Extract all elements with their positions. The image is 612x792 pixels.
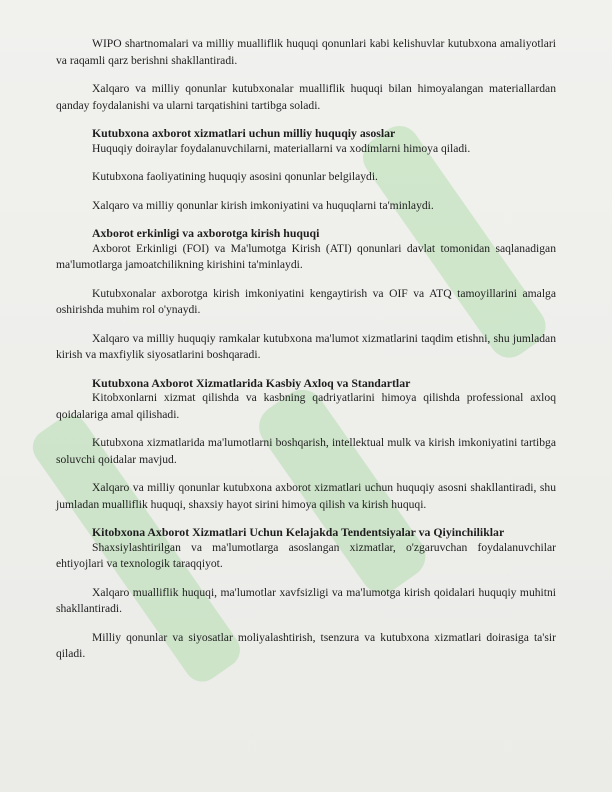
paragraph: Kutubxona xizmatlarida ma'lumotlarni boshqarish, intellektual mulk va kirish imkoniyatini tartibga soluvchi qoidalar mavjud. (56, 436, 556, 466)
paragraph: Xalqaro va milliy qonunlar kutubxona axborot xizmatlari uchun huquqiy asosni shakllantiradi, shu jumladan mualliflik huquqi, shaxsiy hayot sirini himoya qilish va kirish huquqi. (56, 481, 556, 511)
section-professional-ethics (56, 376, 556, 514)
paragraph: WIPO shartnomalari va milliy mualliflik huquqi qonunlari kabi kelishuvlar kutubxona amaliyotlari va raqamli qarz berishni shakllantiradi. (56, 37, 556, 67)
paragraph: Kutubxona faoliyatining huquqiy asosini qonunlar belgilaydi. (92, 170, 378, 183)
document-body (56, 36, 556, 675)
paragraph: Xalqaro va milliy qonunlar kirish imkoniyatini va huquqlarni ta'minlaydi. (92, 198, 434, 212)
paragraph: Kutubxonalar axborotga kirish imkoniyatini kengaytirish va OIF va ATQ tamoyillarini amalga oshirishda muhim rol o'ynaydi. (56, 286, 556, 316)
section-heading: Axborot erkinligi va axborotga kirish huquqi (92, 226, 320, 240)
paragraph: Milliy qonunlar va siyosatlar moliyalashtirish, tsenzura va kutubxona xizmatlari doirasiga ta'sir qiladi. (56, 630, 556, 660)
paragraph: Xalqaro mualliflik huquqi, ma'lumotlar xavfsizligi va ma'lumotga kirish qoidalari huquqiy muhitni shakllantiradi. (56, 585, 556, 615)
paragraph: Axborot Erkinligi (FOI) va Ma'lumotga Kirish (ATI) qonunlari davlat tomonidan saqlanadigan ma'lumotlarga jamoatchilikning kirishini ta'minlaydi. (56, 241, 556, 271)
section-heading: Kitobxona Axborot Xizmatlari Uchun Kelajakda Tendentsiyalar va Qiyinchiliklar (92, 525, 505, 539)
section-legal-frameworks (56, 126, 556, 214)
paragraph: Xalqaro va milliy huquqiy ramkalar kutubxona ma'lumot xizmatlarini taqdim etishni, shu jumladan kirish va maxfiylik siyosatlarini boshqaradi. (56, 331, 556, 361)
section-future-trends (56, 525, 556, 663)
paragraph: Shaxsiylashtirilgan va ma'lumotlarga asoslangan xizmatlar, o'zgaruvchan foydalanuvchilar ehtiyojlari va texnologik taraqqiyot. (56, 540, 556, 570)
section-heading: Kutubxona Axborot Xizmatlarida Kasbiy Axloq va Standartlar (92, 375, 411, 390)
section-freedom-of-information (56, 226, 556, 364)
paragraph: Xalqaro va milliy qonunlar kutubxonalar mualliflik huquqi bilan himoyalangan materiallardan qanday foydalanishi va ularni tarqatishini tartibga soladi. (56, 82, 556, 112)
paragraph: Huquqiy doiraylar foydalanuvchilarni, materiallarni va xodimlarni himoya qiladi. (92, 141, 471, 155)
section-heading: Kutubxona axborot xizmatlari uchun milliy huquqiy asoslar (92, 126, 396, 140)
paragraph: Kitobxonlarni xizmat qilishda va kasbning qadriyatlarini himoya qilishda professional axloq qoidalariga amal qilishadi. (56, 391, 556, 421)
